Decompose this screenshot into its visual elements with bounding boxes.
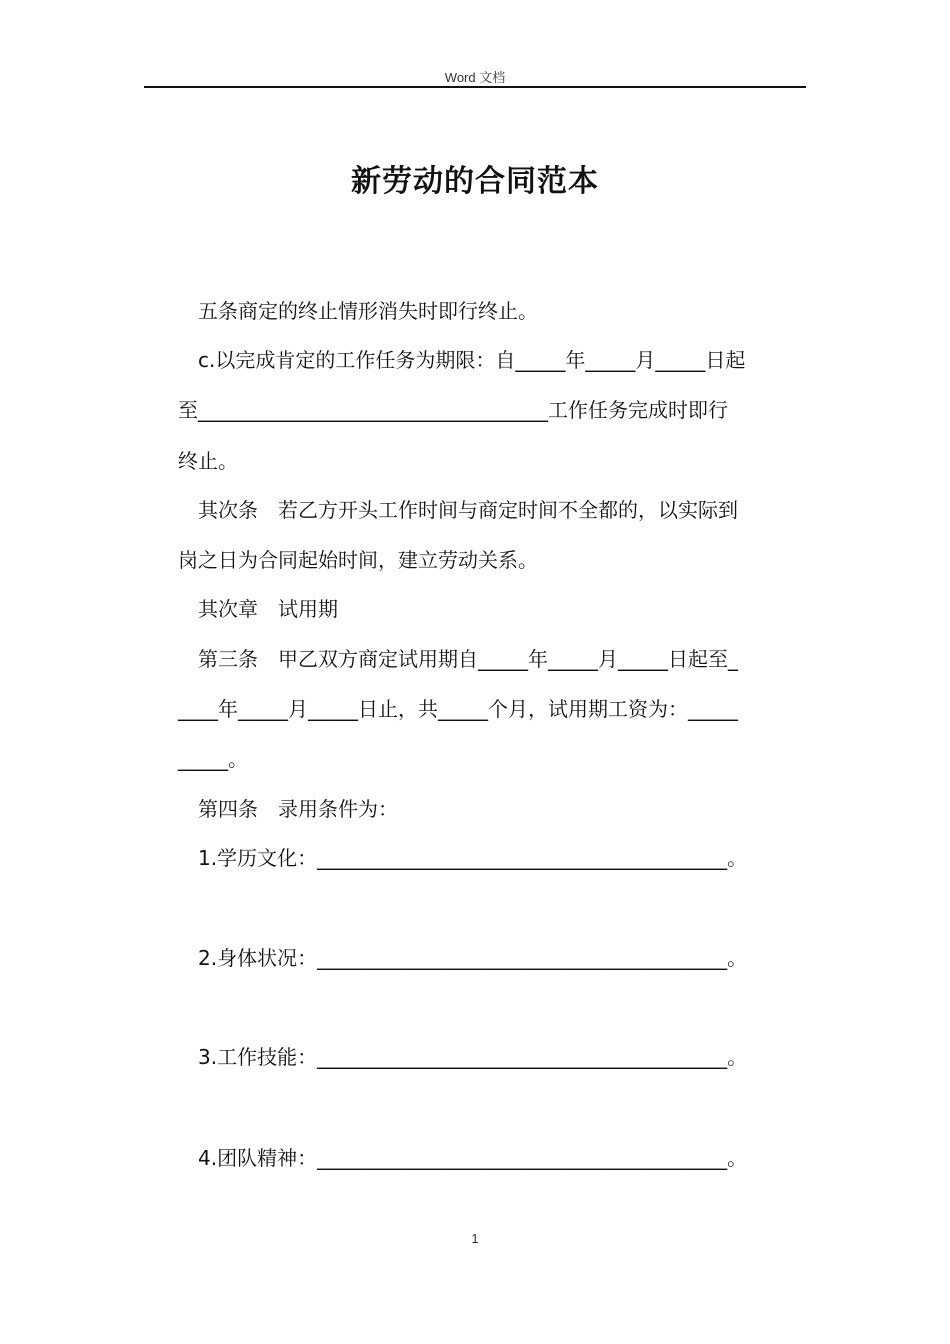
body-line: 至___________________________________工作任务完成时即行 (178, 398, 728, 422)
body-line: 终止。 (178, 449, 238, 473)
body-line: _____。 (178, 747, 248, 771)
body-line: 其次条 若乙方开头工作时间与商定时间不全都的，以实际到 (178, 498, 738, 522)
body-line: 2.身体状况：_________________________________________。 (178, 946, 748, 970)
body-line: 1.学历文化：_________________________________________。 (178, 846, 748, 870)
body-line: ____年_____月_____日止，共_____个月，试用期工资为：_____ (178, 697, 738, 721)
page-header-label: Word 文档 (444, 70, 506, 85)
body-line: 第四条 录用条件为： (178, 797, 398, 821)
body-line: 五条商定的终止情形消失时即行终止。 (178, 299, 538, 323)
page-number: 1 (471, 1231, 479, 1246)
body-line: 其次章 试用期 (178, 597, 338, 621)
body-line: 3.工作技能：_________________________________________。 (178, 1045, 748, 1069)
page-header-rule (144, 86, 806, 88)
body-line: c.以完成肯定的工作任务为期限：自_____年_____月_____日起 (178, 348, 746, 372)
body-line: 4.团队精神：_________________________________________。 (178, 1146, 748, 1170)
document-title: 新劳动的合同范本 (351, 164, 599, 199)
body-line: 第三条 甲乙双方商定试用期自_____年_____月_____日起至_ (178, 647, 738, 671)
body-line: 岗之日为合同起始时间，建立劳动关系。 (178, 548, 538, 572)
